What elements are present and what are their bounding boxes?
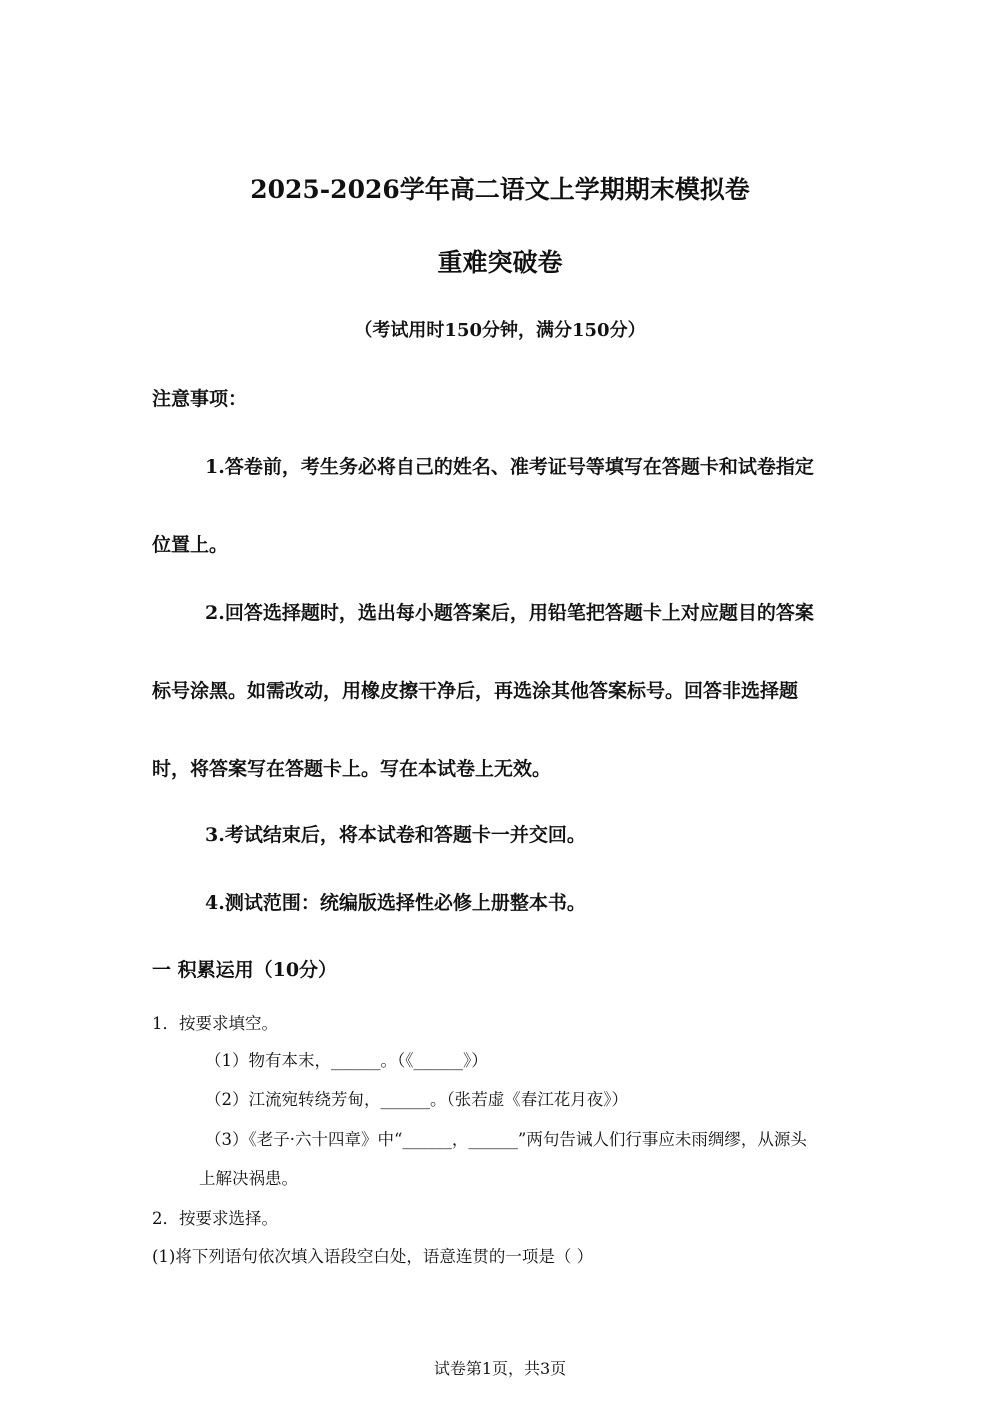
exam-subtitle: 重难突破卷 xyxy=(437,248,563,277)
note-item-1-line-2: 位置上。 xyxy=(152,534,229,556)
question-1-part-2: （2）江流宛转绕芳甸，______。（张若虚《春江花月夜》） xyxy=(205,1090,628,1109)
notes-heading: 注意事项： xyxy=(152,388,248,410)
section-1-heading: 一 积累运用（10分） xyxy=(152,959,338,981)
question-1-part-3-line-2: 上解决祸患。 xyxy=(199,1169,298,1188)
page-footer: 试卷第1页，共3页 xyxy=(433,1359,567,1378)
note-item-3: 3.考试结束后，将本试卷和答题卡一并交回。 xyxy=(205,824,586,846)
note-item-2-line-2: 标号涂黑。如需改动，用橡皮擦干净后，再选涂其他答案标号。回答非选择题 xyxy=(152,680,799,702)
question-1: 1．按要求填空。 xyxy=(152,1014,278,1033)
question-2: 2．按要求选择。 xyxy=(152,1209,278,1228)
exam-info: （考试用时150分钟，满分150分） xyxy=(354,320,646,341)
note-item-4: 4.测试范围：统编版选择性必修上册整本书。 xyxy=(205,892,586,914)
note-item-1-line-1: 1.答卷前，考生务必将自己的姓名、准考证号等填写在答题卡和试卷指定 xyxy=(205,456,814,478)
question-1-part-1: （1）物有本末，______。（《______》） xyxy=(205,1051,488,1070)
exam-title: 2025-2026学年高二语文上学期期末模拟卷 xyxy=(250,175,750,204)
question-1-part-3-line-1: （3）《老子·六十四章》中“______，______”两句告诫人们行事应未雨绸缪，从源头 xyxy=(205,1130,807,1149)
note-item-2-line-3: 时，将答案写在答题卡上。写在本试卷上无效。 xyxy=(152,758,552,780)
question-2-part-1: (1)将下列语句依次填入语段空白处，语意连贯的一项是（ ） xyxy=(152,1247,594,1266)
note-item-2-line-1: 2.回答选择题时，选出每小题答案后，用铅笔把答题卡上对应题目的答案 xyxy=(205,602,814,624)
